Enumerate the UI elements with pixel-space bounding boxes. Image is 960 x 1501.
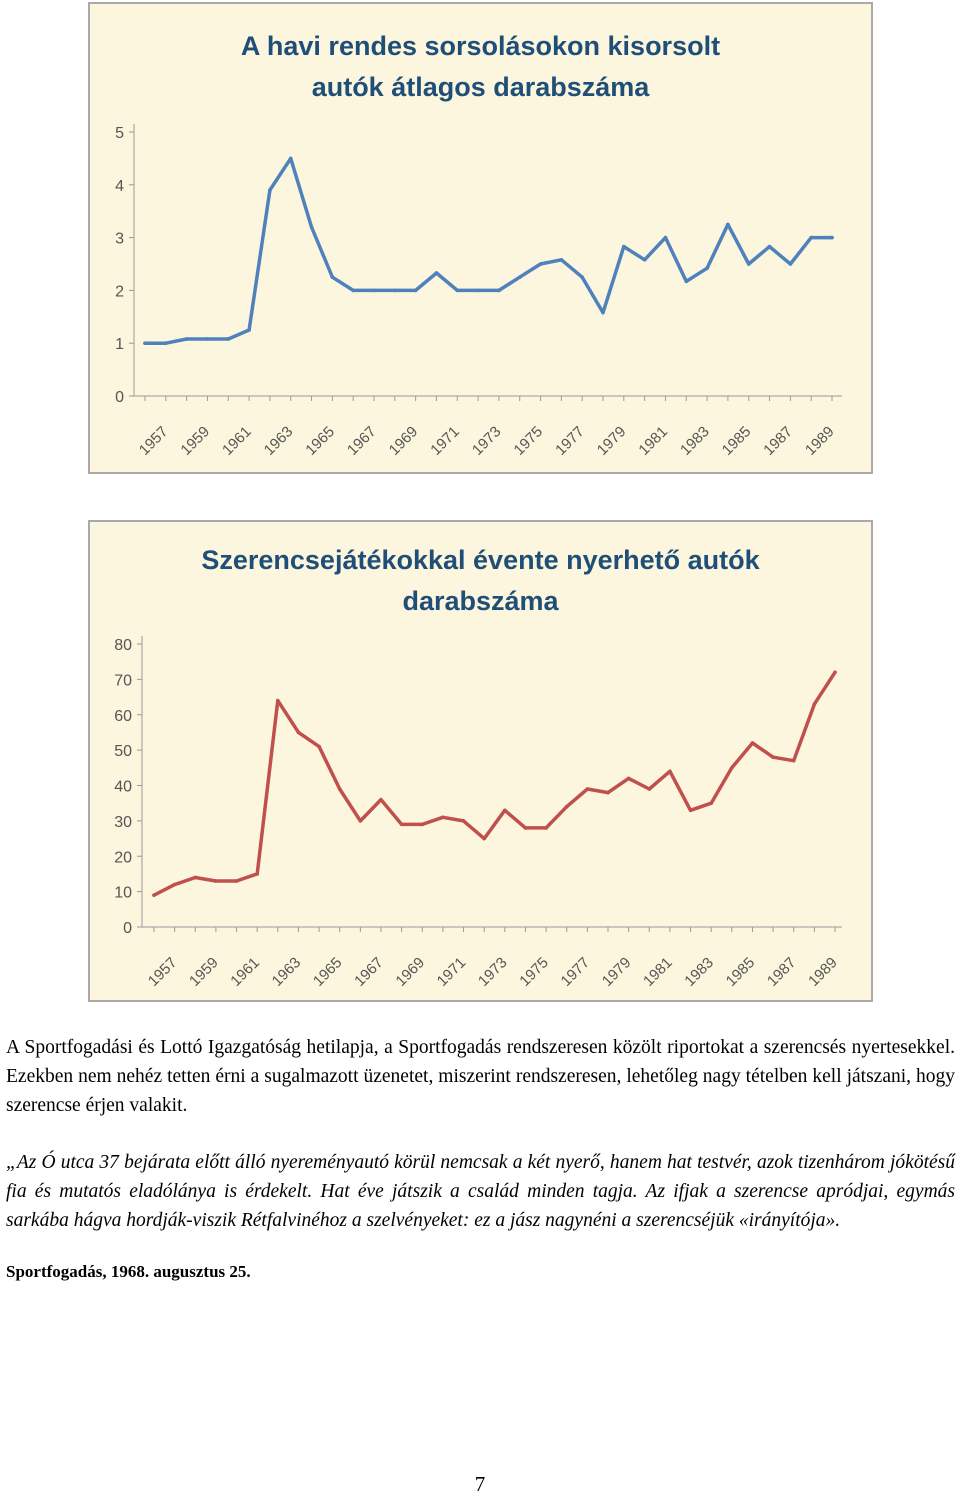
data-point xyxy=(503,808,507,812)
y-tick-label: 2 xyxy=(115,283,124,301)
data-point xyxy=(627,777,631,781)
data-point xyxy=(684,280,688,284)
y-tick-label: 0 xyxy=(115,389,124,406)
x-tick-label: 1989 xyxy=(805,954,841,990)
x-tick-label: 1961 xyxy=(219,423,255,459)
quote-source: Sportfogadás, 1968. augusztus 25. xyxy=(6,1262,251,1281)
data-point xyxy=(647,787,651,791)
y-tick-label: 4 xyxy=(115,177,124,195)
x-tick-label: 1987 xyxy=(760,423,796,459)
x-tick-label: 1969 xyxy=(392,954,429,990)
body-paragraph: A Sportfogadási és Lottó Igazgatóság hetilapja, a Sportfogadás rendszeresen közölt riportokat a szerencsés nyertesekkel. Ezekben nem nehéz tetten érni a sugalmazott üzenetet, miszerint rendszeresen, lehetőleg nagy tételben kell játszani, hogy szerencse érjen valakit. xyxy=(6,1037,955,1116)
data-point xyxy=(420,823,424,827)
data-point xyxy=(518,275,522,279)
x-tick-label: 1971 xyxy=(433,954,470,990)
data-point xyxy=(255,872,259,876)
y-tick-label: 40 xyxy=(114,778,132,796)
x-tick-label: 1975 xyxy=(510,423,547,459)
data-point xyxy=(338,787,342,791)
data-point xyxy=(152,893,156,897)
x-tick-label: 1985 xyxy=(722,954,759,990)
data-point xyxy=(289,157,293,161)
data-point xyxy=(379,798,383,802)
data-point xyxy=(268,188,272,192)
x-tick-label: 1961 xyxy=(227,954,263,990)
data-point xyxy=(813,702,817,706)
data-point xyxy=(809,236,813,240)
x-tick-label: 1959 xyxy=(177,423,214,459)
x-tick-label: 1979 xyxy=(593,423,630,459)
data-point xyxy=(730,766,734,770)
x-tick-label: 1969 xyxy=(385,423,422,459)
line-chart-svg xyxy=(90,4,871,472)
data-point xyxy=(664,236,668,240)
y-tick-label: 3 xyxy=(115,230,124,248)
x-tick-label: 1963 xyxy=(260,423,297,459)
data-point xyxy=(185,337,189,341)
data-point xyxy=(768,245,772,249)
chart-title-line: autók átlagos darabszáma xyxy=(311,72,650,102)
data-point xyxy=(235,879,239,883)
line-chart-svg xyxy=(90,522,871,1000)
x-tick-label: 1959 xyxy=(186,954,222,990)
chart-title-line: Szerencsejátékokkal évente nyerhető autók xyxy=(201,545,760,575)
y-tick-label: 10 xyxy=(114,884,132,902)
data-point xyxy=(482,837,486,841)
series-line xyxy=(154,672,835,895)
x-tick-label: 1975 xyxy=(516,954,552,990)
y-tick-label: 30 xyxy=(114,813,132,831)
data-point xyxy=(668,770,672,774)
data-point xyxy=(372,289,376,293)
data-point xyxy=(689,808,693,812)
data-point xyxy=(705,266,709,270)
chart-monthly-draws xyxy=(88,2,873,474)
data-point xyxy=(143,341,147,345)
data-point xyxy=(400,823,404,827)
data-point xyxy=(830,236,834,240)
x-tick-label: 1977 xyxy=(557,954,594,990)
data-point xyxy=(441,816,445,820)
data-point xyxy=(606,791,610,795)
data-point xyxy=(193,876,197,880)
x-tick-label: 1983 xyxy=(677,423,713,459)
chart-title-line: darabszáma xyxy=(402,586,559,616)
x-tick-label: 1963 xyxy=(268,954,305,990)
data-point xyxy=(792,759,796,763)
data-point xyxy=(622,245,626,249)
data-point xyxy=(643,258,647,262)
x-tick-label: 1971 xyxy=(427,423,463,459)
data-point xyxy=(586,787,590,791)
x-tick-label: 1967 xyxy=(351,954,387,990)
y-tick-label: 20 xyxy=(114,849,132,867)
data-point xyxy=(359,819,363,823)
data-point xyxy=(544,826,548,830)
x-tick-label: 1973 xyxy=(468,423,505,459)
data-point xyxy=(560,258,564,262)
y-tick-label: 80 xyxy=(114,637,132,654)
data-point xyxy=(206,337,210,341)
x-tick-label: 1957 xyxy=(144,954,181,990)
data-point xyxy=(771,755,775,759)
chart-title-line: A havi rendes sorsolásokon kisorsolt xyxy=(240,31,721,61)
data-point xyxy=(565,805,569,809)
x-tick-label: 1977 xyxy=(552,423,588,459)
data-point xyxy=(317,745,321,749)
y-tick-label: 50 xyxy=(114,743,132,761)
x-tick-label: 1981 xyxy=(640,954,676,990)
data-point xyxy=(462,819,466,823)
data-point xyxy=(393,289,397,293)
x-tick-label: 1965 xyxy=(302,423,338,459)
data-point xyxy=(226,337,230,341)
data-point xyxy=(214,879,218,883)
data-point xyxy=(351,289,355,293)
data-point xyxy=(524,826,528,830)
data-point xyxy=(789,262,793,266)
x-tick-label: 1973 xyxy=(474,954,511,990)
data-point xyxy=(539,262,543,266)
data-point xyxy=(247,328,251,332)
x-tick-label: 1989 xyxy=(801,423,838,459)
chart-yearly-cars xyxy=(88,520,873,1002)
quote-paragraph: „Az Ó utca 37 bejárata előtt álló nyereményautó körül nemcsak a két nyerő, hanem hat testvér, azok tizenhárom jókötésű fia és mutatós eladólánya is érdekelt. Hat éve játszik a család minden tagja. Az ifjak a szerencse apródjai, egymás sarkába hágva hordják-viszik Rétfalvinéhoz a szelvényeket: ez a jász nagynéni a szerencséjük «irányítója». xyxy=(6,1152,955,1231)
x-tick-label: 1979 xyxy=(598,954,635,990)
x-tick-label: 1983 xyxy=(681,954,717,990)
data-point xyxy=(726,223,730,227)
data-point xyxy=(455,289,459,293)
y-tick-label: 0 xyxy=(123,920,132,937)
data-point xyxy=(747,262,751,266)
data-point xyxy=(164,341,168,345)
data-point xyxy=(435,271,439,275)
data-point xyxy=(580,275,584,279)
y-tick-label: 70 xyxy=(114,672,132,690)
data-point xyxy=(173,883,177,887)
data-point xyxy=(331,275,335,279)
data-point xyxy=(601,311,605,315)
data-point xyxy=(476,289,480,293)
y-tick-label: 5 xyxy=(115,125,124,142)
data-point xyxy=(751,741,755,745)
data-point xyxy=(414,289,418,293)
data-point xyxy=(297,731,301,735)
data-point xyxy=(497,289,501,293)
x-tick-label: 1981 xyxy=(635,423,672,459)
x-tick-label: 1985 xyxy=(718,423,755,459)
page-number: 7 xyxy=(474,1472,486,1496)
x-tick-label: 1987 xyxy=(763,954,800,990)
data-point xyxy=(833,671,837,675)
series-line xyxy=(145,158,832,343)
x-tick-label: 1967 xyxy=(343,423,380,459)
y-tick-label: 1 xyxy=(115,336,124,354)
x-tick-label: 1965 xyxy=(309,954,346,990)
x-tick-label: 1957 xyxy=(135,423,172,459)
data-point xyxy=(709,801,713,805)
data-point xyxy=(276,699,280,703)
data-point xyxy=(310,225,314,229)
y-tick-label: 60 xyxy=(114,707,132,725)
